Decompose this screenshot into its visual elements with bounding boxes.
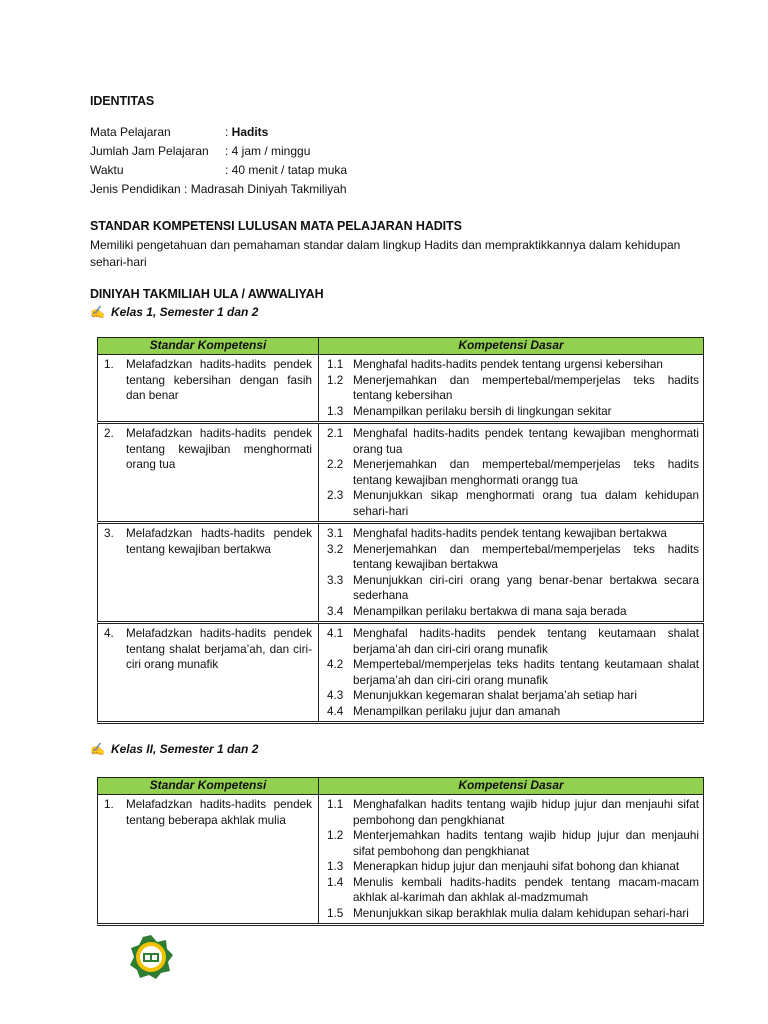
standar-kompetensi-cell: [98, 795, 319, 925]
kompetensi-dasar-item: [323, 426, 699, 457]
kompetensi-dasar-cell: [319, 523, 704, 623]
kompetensi-dasar-item: [323, 906, 699, 922]
kompetensi-dasar-cell: [319, 623, 704, 723]
kd-text: Menulis kembali hadits-hadits pendek tentang macam-macam akhlak al-karimah dan akhlak al-madzmumah: [353, 875, 699, 904]
kd-text: Menerapkan hidup jujur dan menjauhi sifat bohong dan khianat: [353, 860, 680, 873]
kd-number: 1.3: [327, 860, 344, 873]
kd-number: 3.1: [327, 527, 344, 540]
table-row: [98, 355, 704, 423]
kd-text: Menerjemahkan dan mempertebal/memperjelas teks hadits tentang kewajiban bertakwa: [353, 542, 699, 571]
col-header-standar: Standar Kompetensi: [98, 778, 319, 795]
pointing-hand-icon: ✍: [90, 742, 105, 756]
standar-kompetensi-cell: [98, 355, 319, 423]
kd-text: Menerjemahkan dan mempertebal/memperjelas teks hadits tentang kewajiban menghormati orangg tua: [353, 458, 699, 487]
col-header-standar: Standar Kompetensi: [98, 338, 319, 355]
kd-text: Menunjukkan kegemaran shalat berjama’ah setiap hari: [353, 689, 637, 702]
kompetensi-dasar-item: [323, 526, 699, 542]
kd-number: 1.3: [327, 404, 344, 418]
kd-text: Menghafal hadits-hadits pendek tentang keutamaan shalat berjama’ah dan ciri-ciri orang munafik: [353, 627, 699, 656]
kd-number: 1.1: [327, 798, 344, 811]
kd-text: Menunjukkan sikap berakhlak mulia dalam kehidupan sehari-hari: [353, 906, 689, 920]
kd-number: 1.5: [327, 906, 344, 920]
kd-number: 3.3: [327, 573, 344, 587]
kompetensi-dasar-item: [323, 657, 699, 688]
kd-number: 4.3: [327, 689, 344, 702]
kd-text: Menampilkan perilaku jujur dan amanah: [353, 704, 561, 718]
kelas2-title: ✍ Kelas II, Semester 1 dan 2: [90, 742, 259, 756]
kd-text: Menunjukkan sikap menghormati orang tua dalam kehidupan sehari-hari: [353, 489, 699, 518]
standar-heading: STANDAR KOMPETENSI LULUSAN MATA PELAJARAN HADITS: [90, 219, 462, 233]
ident-key: Waktu: [90, 163, 124, 177]
kompetensi-dasar-cell: [319, 355, 704, 423]
kd-number: 1.2: [327, 373, 344, 387]
kompetensi-dasar-item: [323, 626, 699, 657]
kd-number: 1.1: [327, 358, 344, 371]
kd-text: Mempertebal/memperjelas teks hadits tentang keutamaan shalat berjama’ah dan ciri-ciri orang munafik: [353, 658, 699, 687]
sk-text: Melafadzkan hadits-hadits pendek tentang kewajiban menghormati orang tua: [126, 427, 312, 471]
sk-number: 2.: [104, 427, 114, 440]
kd-text: Menterjemahkan hadits tentang wajib hidup jujur dan menjauhi sifat pembohong dan pengkhianat: [353, 829, 699, 858]
kompetensi-dasar-cell: [319, 795, 704, 925]
kompetensi-dasar-item: [323, 457, 699, 488]
ident-key: Jenis Pendidikan : Madrasah Diniyah Takmiliyah: [90, 182, 347, 196]
kd-number: 1.2: [327, 829, 344, 842]
kd-number: 3.4: [327, 604, 344, 618]
standar-kompetensi-cell: [98, 523, 319, 623]
kd-text: Menerjemahkan dan mempertebal/memperjelas teks hadits tentang kebersihan: [353, 373, 699, 402]
kd-text: Menghafal hadits-hadits pendek tentang kewajiban menghormati orang tua: [353, 427, 699, 456]
ident-key: Mata Pelajaran: [90, 125, 171, 139]
table-row: [98, 795, 704, 925]
kd-text: Menunjukkan ciri-ciri orang yang benar-benar bertakwa secara sederhana: [353, 573, 699, 602]
kd-number: 2.1: [327, 427, 344, 440]
sk-number: 3.: [104, 527, 114, 540]
table-row: [98, 623, 704, 723]
kd-number: 3.2: [327, 542, 344, 556]
kompetensi-dasar-item: [323, 357, 699, 373]
standar-kompetensi-item: [104, 626, 312, 673]
pointing-hand-icon: ✍: [90, 305, 105, 319]
sk-text: Melafadzkan hadts-hadits pendek tentang kewajiban bertakwa: [126, 527, 312, 556]
diniyah-heading: DINIYAH TAKMILIAH ULA / AWWALIYAH: [90, 287, 324, 301]
kompetensi-dasar-item: [323, 859, 699, 875]
standar-kompetensi-cell: [98, 423, 319, 523]
kd-number: 4.2: [327, 658, 344, 671]
table-row: [98, 423, 704, 523]
standar-kompetensi-item: [104, 357, 312, 404]
standar-kompetensi-item: [104, 797, 312, 828]
kd-number: 4.4: [327, 704, 344, 718]
kd-text: Menghafal hadits-hadits pendek tentang kewajiban bertakwa: [353, 527, 667, 540]
kompetensi-dasar-item: [323, 542, 699, 573]
kelas1-table: [97, 337, 704, 724]
sk-number: 1.: [104, 798, 114, 811]
kd-text: Menampilkan perilaku bertakwa di mana saja berada: [353, 604, 627, 618]
identitas-heading: IDENTITAS: [90, 94, 155, 108]
ident-key: Jumlah Jam Pelajaran: [90, 144, 209, 158]
ident-value: : 40 menit / tatap muka: [225, 163, 348, 177]
sk-text: Melafadzkan hadits-hadits pendek tentang kebersihan dengan fasih dan benar: [126, 358, 312, 402]
kd-text: Menampilkan perilaku bersih di lingkungan sekitar: [353, 404, 612, 418]
kompetensi-dasar-item: [323, 704, 699, 720]
kompetensi-dasar-cell: [319, 423, 704, 523]
kompetensi-dasar-item: [323, 373, 699, 404]
kompetensi-dasar-item: [323, 828, 699, 859]
kompetensi-dasar-item: [323, 797, 699, 828]
ident-value: : Hadits: [225, 125, 269, 139]
kompetensi-dasar-item: [323, 688, 699, 704]
standar-kompetensi-item: [104, 426, 312, 473]
kompetensi-dasar-item: [323, 573, 699, 604]
kd-text: Menghafalkan hadits tentang wajib hidup jujur dan menjauhi sifat pembohong dan pengkhianat: [353, 798, 699, 827]
sk-text: Melafadzkan hadits-hadits pendek tentang beberapa akhlak mulia: [126, 798, 312, 827]
col-header-kompetensi: Kompetensi Dasar: [319, 778, 704, 795]
standar-kompetensi-item: [104, 526, 312, 557]
kd-number: 2.3: [327, 489, 344, 502]
sk-text: Melafadzkan hadits-hadits pendek tentang shalat berjama’ah, dan ciri-ciri orang munafik: [126, 627, 312, 671]
kelas1-title: ✍ Kelas 1, Semester 1 dan 2: [90, 305, 259, 319]
kd-number: 1.4: [327, 875, 344, 889]
ident-value: : 4 jam / minggu: [225, 144, 311, 158]
kd-number: 4.1: [327, 627, 344, 640]
kompetensi-dasar-item: [323, 604, 699, 620]
standar-text: Memiliki pengetahuan dan pemahaman standar dalam lingkup Hadits dan mempraktikkannya dalam kehidupan sehari-hari: [90, 238, 681, 269]
sk-number: 4.: [104, 627, 114, 640]
kd-number: 2.2: [327, 458, 344, 471]
col-header-kompetensi: Kompetensi Dasar: [319, 338, 704, 355]
kelas2-table: [97, 777, 704, 926]
kompetensi-dasar-item: [323, 488, 699, 519]
kd-text: Menghafal hadits-hadits pendek tentang urgensi kebersihan: [353, 358, 663, 371]
kompetensi-dasar-item: [323, 875, 699, 906]
table-row: [98, 523, 704, 623]
sk-number: 1.: [104, 358, 114, 371]
kompetensi-dasar-item: [323, 404, 699, 420]
madrasah-emblem-icon: [128, 934, 174, 980]
standar-kompetensi-cell: [98, 623, 319, 723]
